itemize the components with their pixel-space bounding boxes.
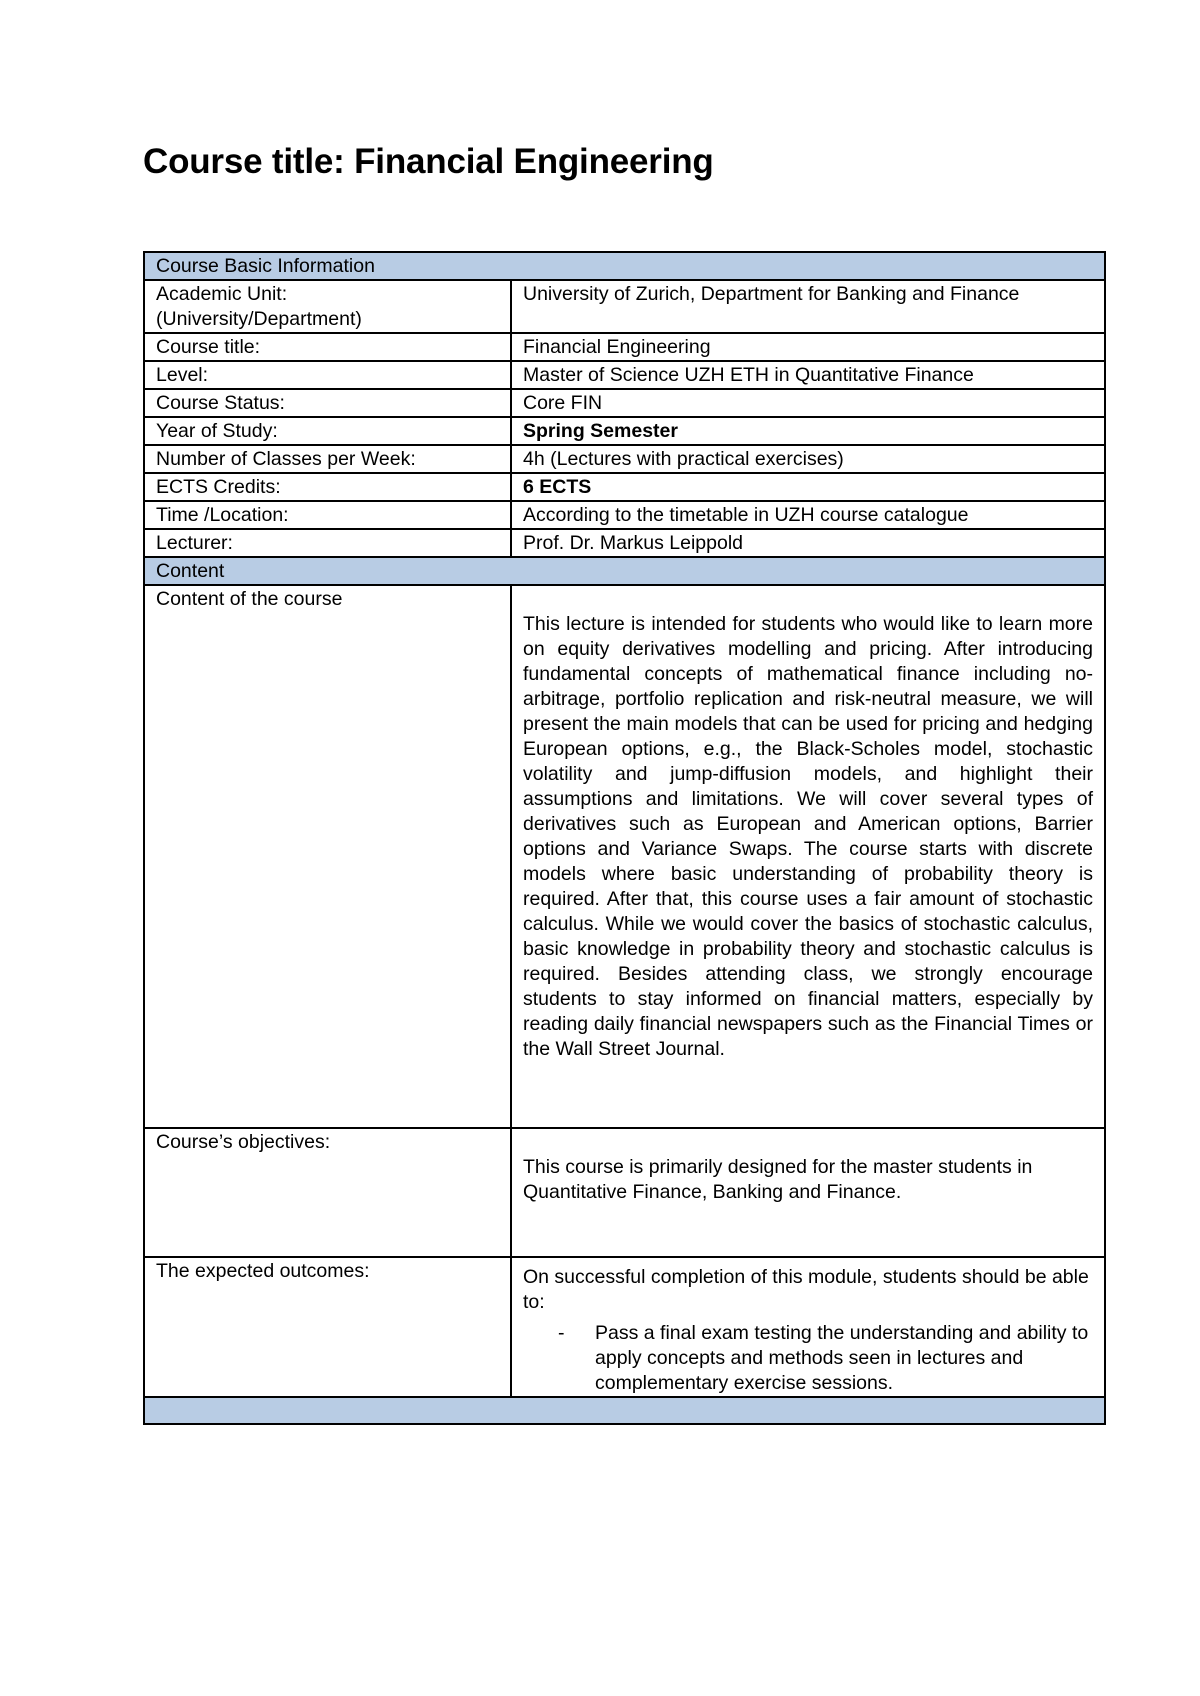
content-row xyxy=(144,585,1105,1128)
bullet-text: Pass a final exam testing the understanding and ability to apply concepts and methods seen in lectures and complementary exercise sessions. xyxy=(595,1322,1089,1394)
table-row xyxy=(144,501,1105,529)
row-label: Lecturer: xyxy=(144,529,511,557)
row-value: University of Zurich, Department for Banking and Finance xyxy=(511,280,1105,333)
outcomes-label: The expected outcomes: xyxy=(144,1257,511,1397)
row-label: Level: xyxy=(144,361,511,389)
row-label: Number of Classes per Week: xyxy=(144,445,511,473)
objectives-label: Course’s objectives: xyxy=(144,1128,511,1257)
section-header-content xyxy=(144,557,1105,585)
table-footer-band xyxy=(144,1397,1105,1424)
outcomes-intro: On successful completion of this module, students should be able to: xyxy=(523,1266,1089,1313)
row-value: Prof. Dr. Markus Leippold xyxy=(511,529,1105,557)
footer-cell xyxy=(144,1397,1105,1424)
outcomes-row xyxy=(144,1257,1105,1397)
content-text: This lecture is intended for students who would like to learn more on equity derivatives modelling and pricing. After introducing fundamental concepts of mathematical finance including no-arbitrage, portfolio replication and risk-neutral measure, we will present the main models that can be used for pricing and hedging European options, e.g., the Black-Scholes model, stochastic volatility and jump-diffusion models, and highlight their assumptions and limitations. We will cover several types of derivatives such as European and American options, Barrier options and Variance Swaps. The course starts with discrete models where basic understanding of probability theory is required. After that, this course uses a fair amount of stochastic calculus. While we would cover the basics of stochastic calculus, basic knowledge in probability theory and stochastic calculus is required. Besides attending class, we strongly encourage students to stay informed on financial matters, especially by reading daily financial newspapers such as the Financial Times or the Wall Street Journal. xyxy=(523,613,1093,1060)
row-label: Course title: xyxy=(144,333,511,361)
table-row xyxy=(144,473,1105,501)
table-row xyxy=(144,333,1105,361)
table-row xyxy=(144,417,1105,445)
table-row xyxy=(144,445,1105,473)
row-value: According to the timetable in UZH course catalogue xyxy=(511,501,1105,529)
row-value: 6 ECTS xyxy=(511,473,1105,501)
list-item xyxy=(523,1321,1093,1396)
row-label: Time /Location: xyxy=(144,501,511,529)
section-title: Content xyxy=(144,557,1105,585)
table-row xyxy=(144,280,1105,333)
row-label: Course Status: xyxy=(144,389,511,417)
section-header-basic xyxy=(144,252,1105,280)
row-value: 4h (Lectures with practical exercises) xyxy=(511,445,1105,473)
objectives-cell xyxy=(511,1128,1105,1257)
table-row xyxy=(144,389,1105,417)
page-title: Course title: Financial Engineering xyxy=(143,142,714,181)
course-info-table xyxy=(143,251,1106,1425)
row-value: Financial Engineering xyxy=(511,333,1105,361)
outcomes-cell xyxy=(511,1257,1105,1397)
row-value: Master of Science UZH ETH in Quantitative Finance xyxy=(511,361,1105,389)
objectives-text: This course is primarily designed for the master students in Quantitative Finance, Banking and Finance. xyxy=(523,1156,1033,1203)
bullet-marker: - xyxy=(558,1322,565,1344)
table-row xyxy=(144,361,1105,389)
table-row xyxy=(144,529,1105,557)
objectives-row xyxy=(144,1128,1105,1257)
section-title: Course Basic Information xyxy=(144,252,1105,280)
content-label: Content of the course xyxy=(144,585,511,1128)
row-value: Spring Semester xyxy=(511,417,1105,445)
content-cell xyxy=(511,585,1105,1128)
row-label: Year of Study: xyxy=(144,417,511,445)
row-label: ECTS Credits: xyxy=(144,473,511,501)
row-value: Core FIN xyxy=(511,389,1105,417)
row-label: Academic Unit: (University/Department) xyxy=(144,280,511,333)
